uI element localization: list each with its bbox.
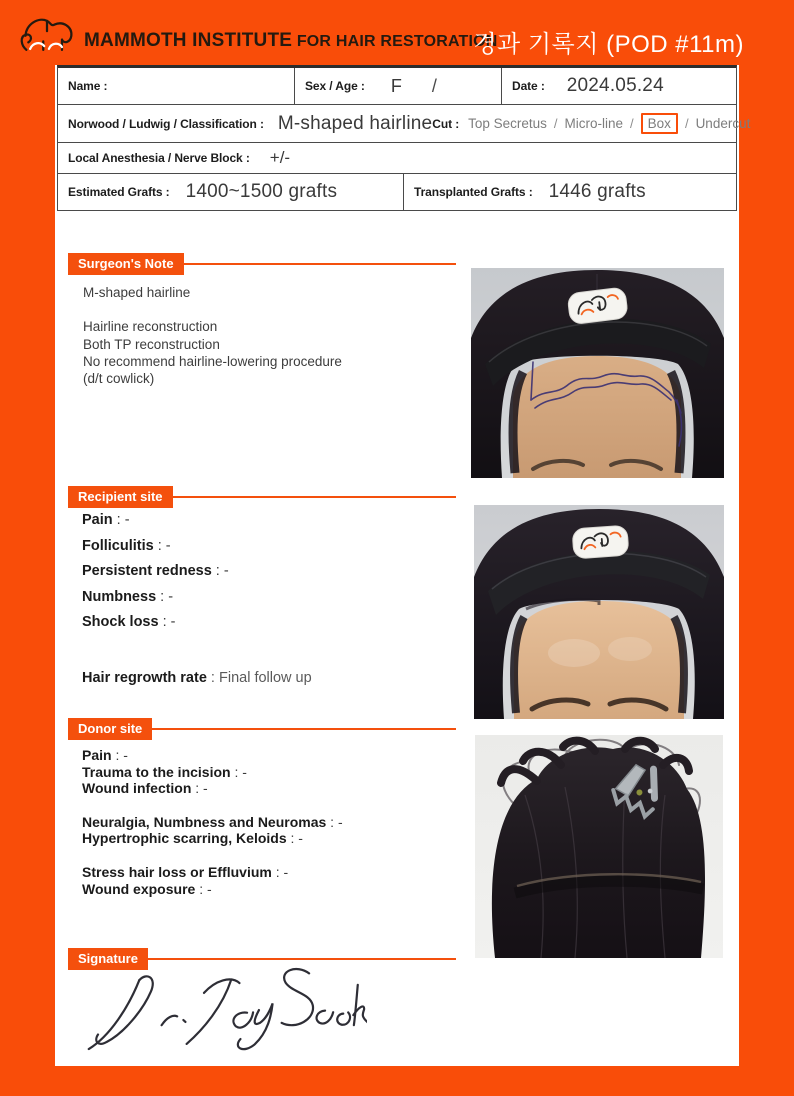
brand-name: MAMMOTH INSTITUTE bbox=[84, 29, 293, 51]
cut-option-undercut: Undercut bbox=[695, 116, 751, 131]
document-title: 경과 기록지 (POD #11m) bbox=[473, 31, 744, 58]
section-divider-line bbox=[148, 958, 456, 960]
classification-label: Norwood / Ludwig / Classification : bbox=[68, 116, 264, 131]
sex-age-label: Sex / Age : bbox=[305, 79, 365, 93]
donor-item: Pain : - bbox=[82, 747, 128, 763]
patient-info-table bbox=[57, 65, 751, 211]
recipient-item: Numbness : - bbox=[82, 588, 174, 605]
donor-item: Wound exposure : - bbox=[82, 880, 212, 897]
hair-regrowth-rate-line: Hair regrowth rate : Final follow up bbox=[82, 670, 312, 686]
table-row-classification bbox=[58, 105, 751, 143]
signature-badge: Signature bbox=[68, 948, 148, 970]
table-row-anesthesia bbox=[58, 143, 736, 174]
recipient-site-items bbox=[82, 508, 229, 636]
sex-value: F bbox=[390, 75, 402, 96]
recipient-site-header bbox=[68, 486, 456, 508]
recipient-item: Persistent redness : - bbox=[82, 563, 229, 580]
cut-option-micro-line: Micro-line bbox=[564, 116, 624, 131]
brand bbox=[18, 12, 498, 59]
front-view-result-photo bbox=[474, 505, 724, 719]
brand-text bbox=[84, 20, 498, 52]
donor-item: Hypertrophic scarring, Keloids : - bbox=[82, 830, 303, 847]
doctor-signature bbox=[77, 966, 367, 1058]
recipient-item: Pain : - bbox=[82, 512, 130, 528]
donor-site-badge: Donor site bbox=[68, 718, 152, 740]
surgeon-note-badge: Surgeon's Note bbox=[68, 253, 184, 275]
estimated-grafts-label: Estimated Grafts : bbox=[68, 185, 170, 199]
donor-site-items bbox=[82, 747, 343, 914]
date-label: Date : bbox=[512, 79, 545, 93]
mammoth-sticker bbox=[572, 525, 629, 559]
cut-option-box-selected: Box bbox=[641, 113, 678, 134]
section-divider-line bbox=[184, 263, 456, 265]
donor-group bbox=[82, 747, 343, 797]
donor-item: Wound infection : - bbox=[82, 780, 208, 797]
date-cell bbox=[502, 68, 736, 104]
name-label: Name : bbox=[68, 79, 108, 93]
name-cell bbox=[58, 68, 295, 104]
recipient-site-badge: Recipient site bbox=[68, 486, 173, 508]
donor-group bbox=[82, 814, 343, 847]
surgeon-note-header bbox=[68, 253, 456, 275]
content-area bbox=[55, 65, 751, 1066]
classification-value: M-shaped hairline bbox=[277, 112, 433, 134]
recipient-item: Shock loss : - bbox=[82, 614, 176, 631]
classification-cell bbox=[58, 113, 432, 135]
note-line: Both TP reconstruction bbox=[83, 336, 220, 352]
sex-age-cell bbox=[295, 68, 502, 104]
section-divider-line bbox=[173, 496, 456, 498]
recipient-item: Folliculitis : - bbox=[82, 537, 171, 554]
front-view-hairline-marking-photo bbox=[471, 268, 724, 478]
anesthesia-cell bbox=[58, 143, 290, 173]
cut-label: Cut : bbox=[432, 116, 460, 131]
note-line: Hairline reconstruction bbox=[83, 319, 218, 335]
donor-item: Trauma to the incision : - bbox=[82, 763, 247, 780]
anesthesia-label: Local Anesthesia / Nerve Block : bbox=[68, 151, 250, 165]
transplanted-grafts-cell bbox=[404, 174, 736, 210]
cut-separator: / bbox=[630, 116, 634, 131]
transplanted-grafts-value: 1446 grafts bbox=[548, 181, 646, 202]
donor-site-header bbox=[68, 718, 456, 740]
estimated-grafts-cell bbox=[58, 174, 404, 210]
donor-back-view-photo bbox=[475, 735, 723, 958]
estimated-grafts-value: 1400~1500 grafts bbox=[185, 181, 338, 202]
date-value: 2024.05.24 bbox=[566, 75, 664, 96]
note-line bbox=[83, 301, 463, 318]
note-line: M-shaped hairline bbox=[83, 285, 191, 300]
transplanted-grafts-label: Transplanted Grafts : bbox=[414, 185, 533, 199]
surgeon-note-text bbox=[83, 284, 463, 387]
age-separator: / bbox=[431, 75, 437, 96]
mammoth-logo-icon bbox=[18, 12, 76, 59]
donor-group bbox=[82, 864, 343, 897]
header bbox=[0, 0, 794, 65]
note-line: No recommend hairline-lowering procedure bbox=[83, 353, 342, 369]
cut-option-top-secretus: Top Secretus bbox=[468, 116, 547, 131]
cut-separator: / bbox=[553, 116, 558, 131]
donor-item: Neuralgia, Numbness and Neuromas : - bbox=[82, 813, 343, 830]
donor-item: Stress hair loss or Effluvium : - bbox=[82, 863, 289, 880]
cut-separator: / bbox=[684, 116, 689, 131]
table-row-grafts bbox=[58, 174, 736, 210]
section-divider-line bbox=[152, 728, 456, 730]
table-row-identity bbox=[58, 68, 736, 105]
cut-options-group bbox=[432, 113, 750, 134]
brand-tagline: FOR HAIR RESTORATION bbox=[296, 32, 498, 50]
anesthesia-value: +/- bbox=[269, 148, 291, 167]
note-line: (d/t cowlick) bbox=[83, 371, 155, 386]
